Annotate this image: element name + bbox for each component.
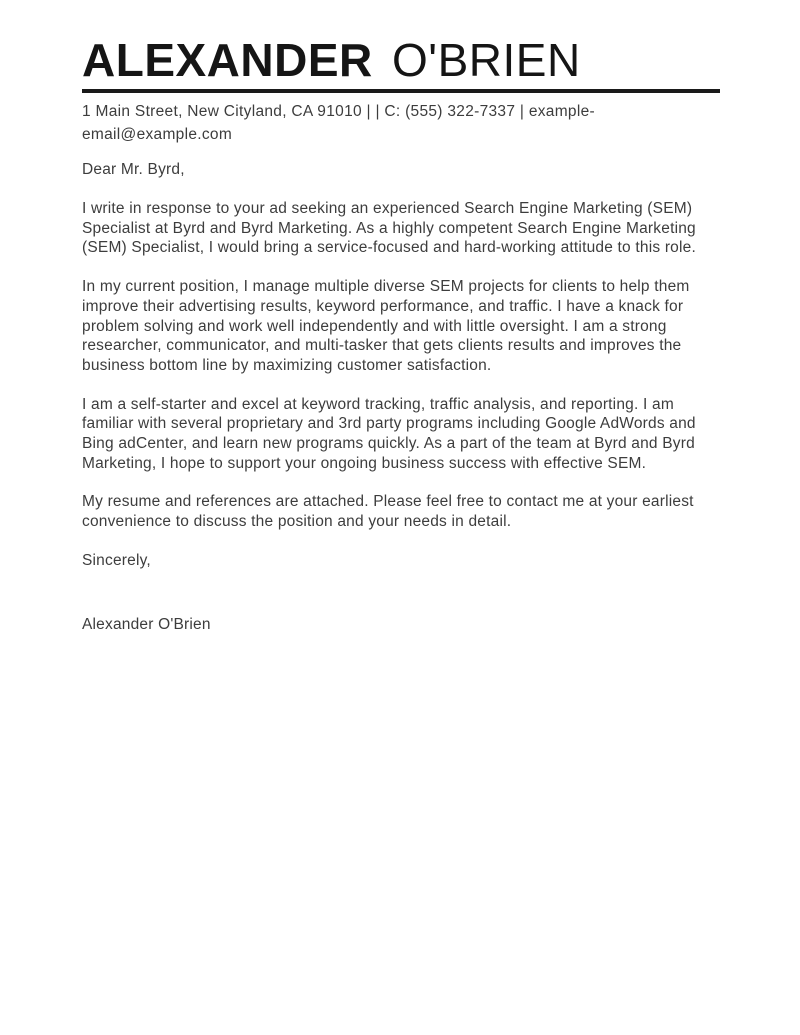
paragraph-experience: In my current position, I manage multiple diverse SEM projects for clients to help them improve their advertising results, keyword performance, and traffic. I have a knack for problem solving and work well independently and with little oversight. I am a strong researcher, communicator, and multi-tasker that gets clients results and improves the business bottom line by maximizing customer satisfaction. [82,278,690,374]
candidate-last-name: O'BRIEN [392,34,581,86]
paragraph-skills: I am a self-starter and excel at keyword tracking, traffic analysis, and reporting. I am familiar with several proprietary and 3rd party programs including Google AdWords and Bing adCenter, and learn new programs quickly. As a part of the team at Byrd and Byrd Marketing, I hope to support your ongoing business success with effective SEM. [82,395,696,472]
letter-body [82,160,720,634]
contact-line-2: email@example.com [82,126,233,144]
contact-line-1: 1 Main Street, New Cityland, CA 91010 | | C: (555) 322-7337 | example- [82,103,595,121]
signature-name: Alexander O'Brien [82,615,211,633]
header-divider-rule [82,89,720,93]
candidate-first-name: ALEXANDER [82,34,373,86]
greeting: Dear Mr. Byrd, [82,161,185,179]
closing-salutation: Sincerely, [82,551,151,569]
candidate-name-heading [82,36,720,84]
letterhead [82,36,720,146]
paragraph-intro: I write in response to your ad seeking an experienced Search Engine Marketing (SEM) Specialist at Byrd and Byrd Marketing. As a highly competent Search Engine Marketing (SEM) Specialist, I would bring a service-focused and hard-working attitude to this role. [82,200,696,257]
paragraph-call-to-action: My resume and references are attached. Please feel free to contact me at your earliest convenience to discuss the position and your needs in detail. [82,493,694,531]
contact-info [82,100,720,146]
